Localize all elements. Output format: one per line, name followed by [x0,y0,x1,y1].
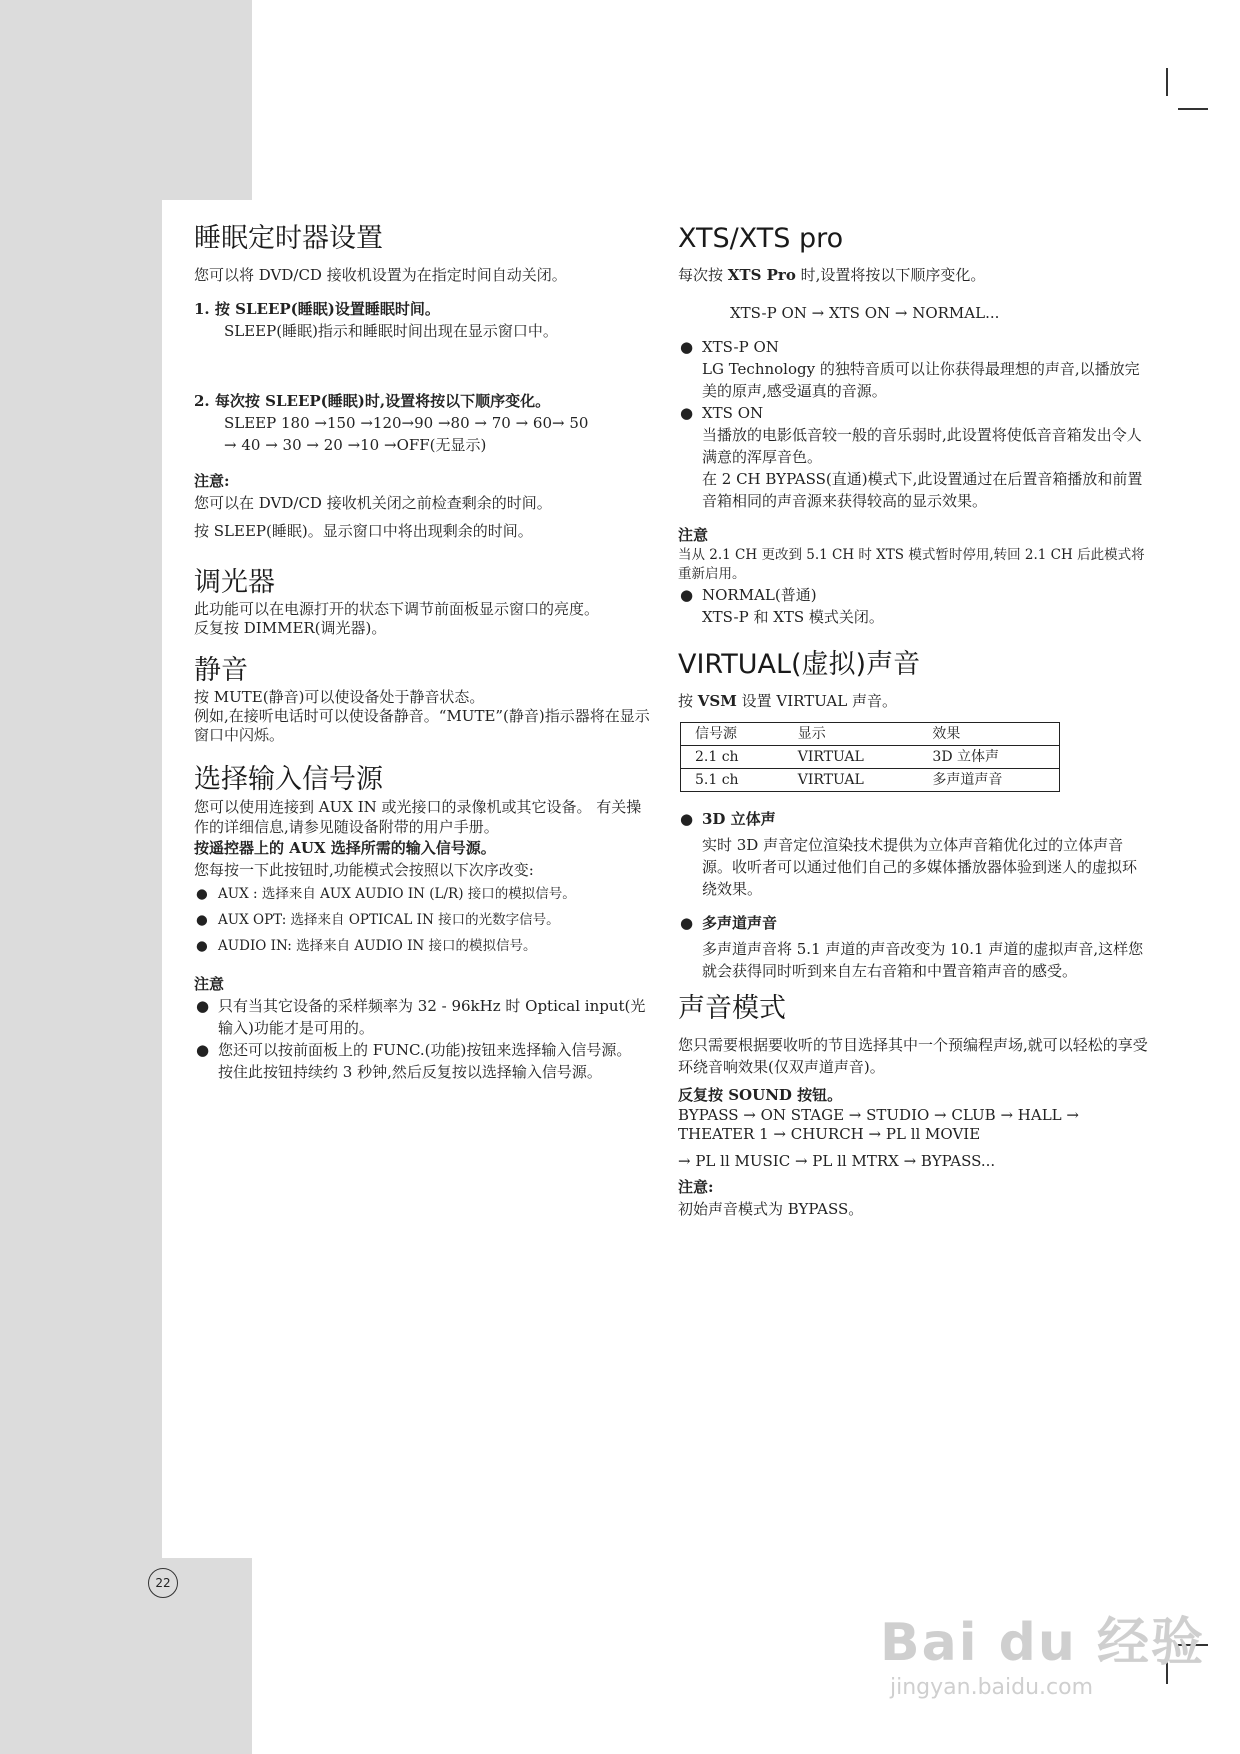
virtual-intro: 按 VSM 设置 VIRTUAL 声音。 [678,692,897,710]
watermark [880,1600,1205,1700]
watermark-brand: Bai du 经验 [880,1613,1205,1673]
sound-mode-desc: 您只需要根据要收听的节目选择其中一个预编程声场,就可以轻松的享受环绕音响效果(仅双声道声音)。 [678,1036,1148,1076]
watermark-url: jingyan.baidu.com [890,1675,1094,1700]
table-cell: 2.1 ch [681,746,784,769]
table-header-cell: 信号源 [695,726,737,742]
gray-bottom-band [0,1558,252,1754]
table-cell: 多声道声音 [918,769,1059,792]
input-instruction: 按遥控器上的 AUX 选择所需的输入信号源。 [194,839,496,857]
table-header-cell: 效果 [932,726,961,742]
table-row [681,746,1060,769]
xts-item-normal: ● NORMAL(普通) [680,586,817,604]
dimmer-instruction: 反复按 DIMMER(调光器)。 [194,619,387,637]
xts-sequence: XTS-P ON → XTS ON → NORMAL... [730,304,1000,322]
xts-item-xts-p-on: ● XTS-P ON [680,338,779,356]
mute-desc: 按 MUTE(静音)可以使设备处于静音状态。 [194,688,485,706]
sleep-sequence-line1: SLEEP 180 →150 →120→90 →80 → 70 → 60→ 50 [224,414,589,432]
sleep-timer-title: 睡眠定时器设置 [194,223,383,254]
gray-left-margin [0,0,162,1754]
input-note-1: ● 只有当其它设备的采样频率为 32 - 96kHz 时 Optical input(光输入)功能才是可用的。 [196,997,646,1037]
input-note-title: 注意 [194,975,225,993]
input-sequence-intro: 您每按一下此按钮时,功能模式会按照以下次序改变: [194,861,534,879]
sleep-sequence-line2: → 40 → 30 → 20 →10 →OFF(无显示) [224,436,487,454]
sleep-step1-desc: SLEEP(睡眠)指示和睡眠时间出现在显示窗口中。 [224,322,558,340]
virtual-multichannel-desc: 多声道声音将 5.1 声道的声音改变为 10.1 声道的虚拟声音,这样您就会获得同时听到来自左右音箱和中置音箱声音的感受。 [702,940,1144,980]
input-desc: 您可以使用连接到 AUX IN 或光接口的录像机或其它设备。 有关操作的详细信息,请参见随设备附带的用户手册。 [194,798,642,836]
sleep-step2-title: 2. 每次按 SLEEP(睡眠)时,设置将按以下顺序变化。 [194,392,551,410]
virtual-table [680,722,1060,792]
crop-mark [1166,68,1168,96]
xts-note-text: 当从 2.1 CH 更改到 5.1 CH 时 XTS 模式暂时停用,转回 2.1 CH 后此模式将重新启用。 [678,547,1145,582]
table-header-cell: 显示 [797,726,826,742]
table-cell: 5.1 ch [681,769,784,792]
xts-intro: 每次按 XTS Pro 时,设置将按以下顺序变化。 [678,266,986,284]
dimmer-title: 调光器 [194,567,275,598]
sound-mode-sequence-1: BYPASS → ON STAGE → STUDIO → CLUB → HALL → [678,1106,1079,1124]
virtual-multichannel-title: ● 多声道声音 [680,914,778,932]
input-bullet-audio-in: ● AUDIO IN: 选择来自 AUDIO IN 接口的模拟信号。 [196,938,537,954]
left-column [194,222,656,1083]
xts-item-xts-on: ● XTS ON [680,404,764,422]
sound-mode-note-text: 初始声音模式为 BYPASS。 [678,1200,864,1218]
xts-item2-desc1: 当播放的电影低音较一般的音乐弱时,此设置将使低音音箱发出令人满意的浑厚音色。 [702,426,1142,466]
xts-item3-desc: XTS-P 和 XTS 模式关闭。 [702,608,884,626]
sleep-note-1: 您可以在 DVD/CD 接收机关闭之前检查剩余的时间。 [194,494,552,512]
sound-mode-note-title: 注意: [678,1178,714,1196]
xts-title: XTS/XTS pro [678,223,844,254]
input-note-2: ● 您还可以按前面板上的 FUNC.(功能)按钮来选择输入信号源。 [196,1041,632,1059]
input-bullet-aux-opt: ● AUX OPT: 选择来自 OPTICAL IN 接口的光数字信号。 [196,912,560,928]
sound-mode-title: 声音模式 [678,993,786,1024]
input-note-3: 按住此按钮持续约 3 秒钟,然后反复按以选择输入信号源。 [218,1063,602,1081]
sleep-note-title: 注意: [194,472,230,490]
mute-example: 例如,在接听电话时可以使设备静音。“MUTE”(静音)指示器将在显示窗口中闪烁。 [194,707,650,744]
sound-mode-sequence-2: THEATER 1 → CHURCH → PL ll MOVIE [678,1125,981,1143]
xts-item1-desc: LG Technology 的独特音质可以让你获得最理想的声音,以播放完美的原声,感受逼真的音源。 [702,360,1140,400]
xts-note-title: 注意 [678,526,709,544]
virtual-3d-title: ● 3D 立体声 [680,810,776,828]
virtual-3d-desc: 实时 3D 声音定位渲染技术提供为立体声音箱优化过的立体声音源。收听者可以通过他们自己的多媒体播放器体验到迷人的虚拟环绕效果。 [702,836,1138,898]
virtual-title: VIRTUAL(虚拟)声音 [678,649,921,680]
dimmer-desc: 此功能可以在电源打开的状态下调节前面板显示窗口的亮度。 [194,600,600,618]
sleep-intro: 您可以将 DVD/CD 接收机设置为在指定时间自动关闭。 [194,266,567,284]
sound-mode-sequence-3: → PL ll MUSIC → PL ll MTRX → BYPASS... [678,1152,996,1170]
xts-item2-desc2: 在 2 CH BYPASS(直通)模式下,此设置通过在后置音箱播放和前置音箱相同的声音源来获得较高的显示效果。 [702,470,1143,510]
page-number: 22 [148,1568,178,1598]
right-column [678,222,1148,1220]
table-cell: VIRTUAL [784,769,919,792]
crop-mark [1178,108,1208,110]
table-row [681,769,1060,792]
table-cell: VIRTUAL [784,746,919,769]
table-header-row [681,723,1060,746]
sleep-step1-title: 1. 按 SLEEP(睡眠)设置睡眠时间。 [194,300,440,318]
sound-mode-instruction: 反复按 SOUND 按钮。 [678,1086,843,1104]
sleep-note-2: 按 SLEEP(睡眠)。显示窗口中将出现剩余的时间。 [194,522,533,540]
input-source-title: 选择输入信号源 [194,764,383,795]
table-cell: 3D 立体声 [918,746,1059,769]
input-bullet-aux: ● AUX : 选择来自 AUX AUDIO IN (L/R) 接口的模拟信号。 [196,886,576,902]
mute-title: 静音 [194,655,248,686]
